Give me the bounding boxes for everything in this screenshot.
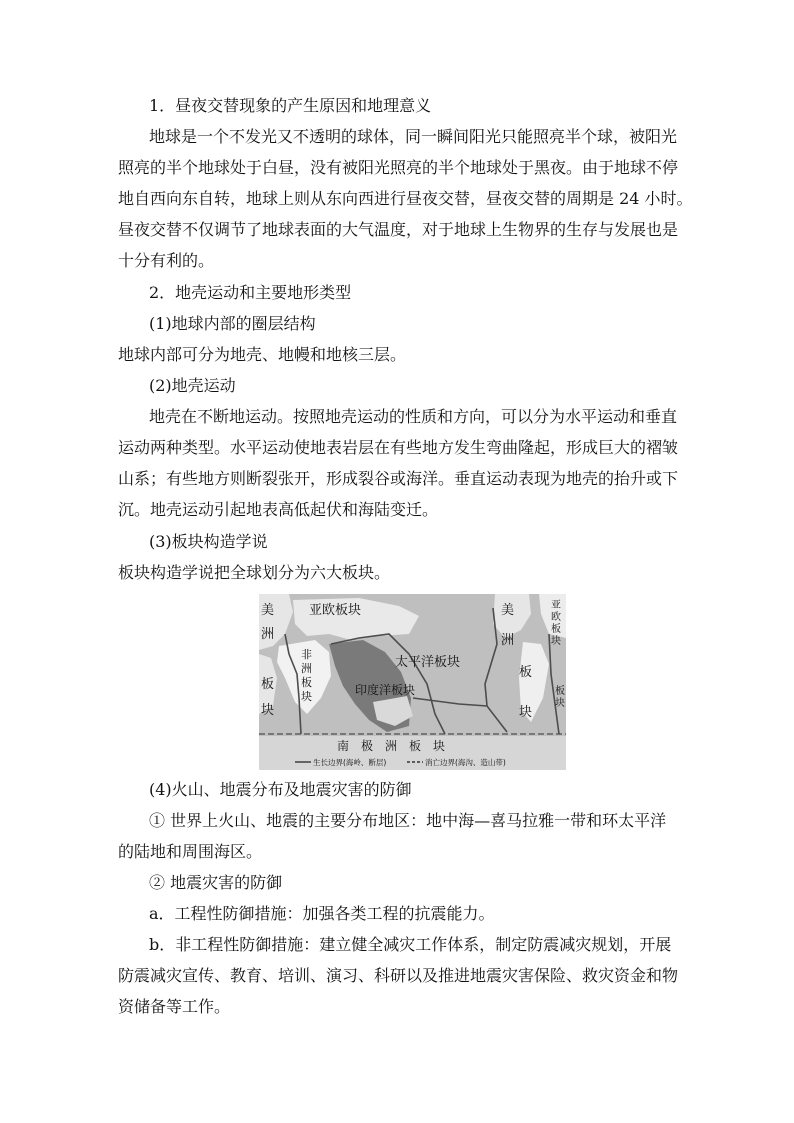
plate-label-america-right-char: 板 <box>519 665 533 680</box>
plate-map-svg <box>259 594 566 770</box>
legend-vanishing-label: 消亡边界(海沟、造山带) <box>425 758 506 767</box>
plate-label-america-left-char: 洲 <box>261 627 275 642</box>
plate-label-indian: 印度洋板块 <box>355 683 416 697</box>
subheading-4: (4)火山、地震分布及地震灾害的防御 <box>149 780 412 799</box>
legend-growing-label: 生长边界(海岭、断层) <box>313 758 387 767</box>
plate-label-africa-char: 洲 <box>301 662 312 675</box>
subheading-3: (3)板块构造学说 <box>149 532 268 551</box>
plate-label-america-left-char: 块 <box>261 703 275 718</box>
paragraph-line: 板块构造学说把全球划分为六大板块。 <box>118 563 391 582</box>
plate-label-antarctic: 南 极 洲 板 块 <box>337 739 446 753</box>
plate-label-eurasia: 亚欧板块 <box>309 603 362 618</box>
paragraph-line: 沉。地壳运动引起地表高低起伏和海陆变迁。 <box>118 500 439 519</box>
plate-label-pacific: 太平洋板块 <box>395 655 461 670</box>
paragraph-line: 地球是一个不发光又不透明的球体，同一瞬间阳光只能照亮半个球，被阳光 <box>149 127 678 146</box>
plate-map-figure <box>259 594 566 770</box>
paragraph-line: 昼夜交替不仅调节了地球表面的大气温度，对于地球上生物界的生存与发展也是 <box>118 220 679 239</box>
plate-label-small-right-char: 块 <box>555 698 565 709</box>
paragraph-line: 山系；有些地方则断裂张开，形成裂谷或海洋。垂直运动表现为地壳的抬升或下 <box>118 469 679 488</box>
subheading-1: (1)地球内部的圈层结构 <box>149 314 316 333</box>
heading-2: 2．地壳运动和主要地形类型 <box>149 283 352 302</box>
paragraph-line: 的陆地和周围海区。 <box>118 842 263 861</box>
plate-label-america-right-char: 洲 <box>501 633 515 648</box>
paragraph-line: ② 地震灾害的防御 <box>149 873 283 892</box>
plate-label-africa-char: 板 <box>301 676 312 689</box>
plate-label-africa-char: 非 <box>301 648 312 661</box>
paragraph-line: 运动两种类型。水平运动使地表岩层在有些地方发生弯曲隆起，形成巨大的褶皱 <box>118 438 679 457</box>
plate-label-america-left-char: 美 <box>261 603 275 618</box>
plate-label-eurasia-right-char: 亚 <box>551 600 561 611</box>
paragraph-line: 资储备等工作。 <box>118 997 231 1016</box>
paragraph-line: 十分有利的。 <box>118 251 215 270</box>
plate-label-eurasia-right-char: 块 <box>551 636 561 647</box>
paragraph-line: ① 世界上火山、地震的主要分布地区：地中海—喜马拉雅一带和环太平洋 <box>149 811 667 830</box>
subheading-2: (2)地壳运动 <box>149 376 236 395</box>
paragraph-line: 照亮的半个地球处于白昼，没有被阳光照亮的半个地球处于黑夜。由于地球不停 <box>118 158 679 177</box>
plate-label-america-left-char: 板 <box>261 677 275 692</box>
plate-label-small-right-char: 板 <box>555 686 565 697</box>
heading-1: 1．昼夜交替现象的产生原因和地理意义 <box>149 96 432 115</box>
paragraph-line: 地球内部可分为地壳、地幔和地核三层。 <box>118 345 407 364</box>
plate-label-africa-char: 块 <box>301 690 312 703</box>
paragraph-line: 地自西向东自转，地球上则从东向西进行昼夜交替，昼夜交替的周期是 24 小时。 <box>118 189 693 208</box>
paragraph-line: a．工程性防御措施：加强各类工程的抗震能力。 <box>149 904 495 923</box>
paragraph-line: b．非工程性防御措施：建立健全减灾工作体系，制定防震减灾规划，开展 <box>149 935 672 954</box>
plate-label-eurasia-right-char: 板 <box>551 624 561 635</box>
paragraph-line: 防震减灾宣传、教育、培训、演习、科研以及推进地震灾害保险、救灾资金和物 <box>118 966 679 985</box>
plate-label-america-right-char: 块 <box>519 705 533 720</box>
plate-label-america-right-char: 美 <box>501 603 515 618</box>
paragraph-line: 地壳在不断地运动。按照地壳运动的性质和方向，可以分为水平运动和垂直 <box>149 407 678 426</box>
plate-label-eurasia-right-char: 欧 <box>551 612 561 623</box>
